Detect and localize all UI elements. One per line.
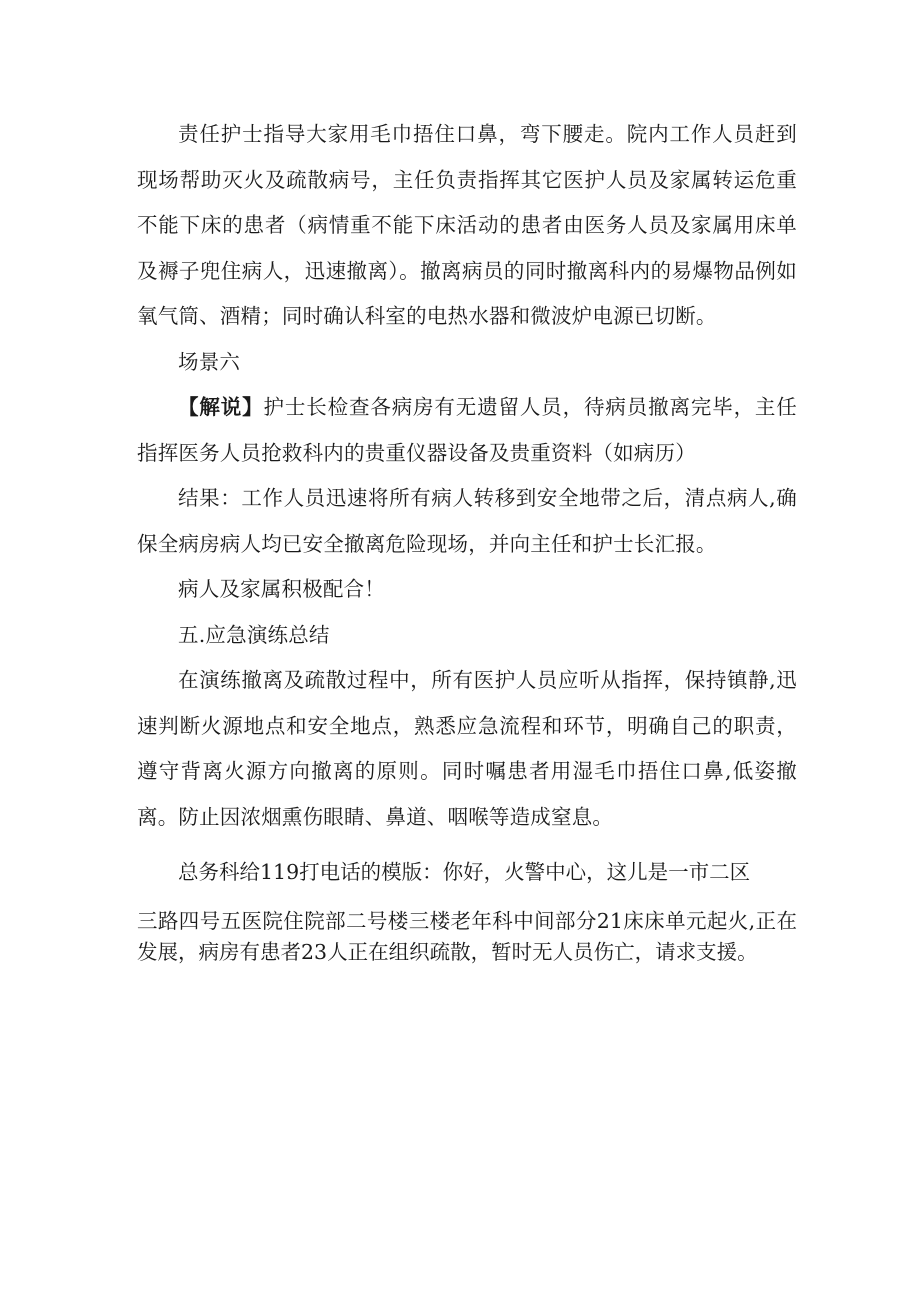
section-heading-drill-summary: 五.应急演练总结 bbox=[178, 622, 330, 647]
paragraph-drill-summary: 在演练撤离及疏散过程中，所有医护人员应听从指挥，保持镇静,迅速判断火源地点和安全地点，熟悉应急流程和环节，明确自己的职责，遵守背离火源方向撤离的原则。同时嘱患者用湿毛巾捂住口鼻,低姿撤离。防止因浓烟熏伤眼睛、鼻道、咽喉等造成窒息。 bbox=[137, 668, 797, 829]
paragraph-result: 结果：工作人员迅速将所有病人转移到安全地带之后，清点病人,确保全病房病人均已安全撤离危险现场，并向主任和护士长汇报。 bbox=[137, 486, 797, 556]
call-template-first-line: 总务科给119打电话的模版：你好，火警中心，这儿是一市二区 bbox=[178, 860, 751, 884]
call-template-block bbox=[137, 850, 797, 968]
paragraph-cooperation: 病人及家属积极配合！ bbox=[178, 577, 385, 601]
paragraph-evacuation-instructions: 责任护士指导大家用毛巾捂住口鼻，弯下腰走。院内工作人员赶到现场帮助灭火及疏散病号，主任负责指挥其它医护人员及家属转运危重不能下床的患者（病情重不能下床活动的患者由医务人员及家属用床单及褥子兜住病人，迅速撤离）。撤离病员的同时撤离科内的易爆物品例如氧气筒、酒精；同时确认科室的电热水器和微波炉电源已切断。 bbox=[137, 122, 797, 328]
paragraph-commentary bbox=[137, 385, 797, 476]
paragraph-scene-six: 场景六 bbox=[178, 349, 241, 374]
call-template-rest: 三路四号五医院住院部二号楼三楼老年科中间部分21床床单元起火,正在发展，病房有患者23人正在组织疏散，暂时无人员伤亡，请求支援。 bbox=[137, 908, 797, 964]
commentary-label: 【解说】 bbox=[178, 395, 264, 419]
commentary-text: 护士长检查各病房有无遗留人员，待病员撤离完毕，主任指挥医务人员抢救科内的贵重仪器设备及贵重资料（如病历） bbox=[137, 395, 798, 465]
document-body bbox=[137, 112, 797, 968]
